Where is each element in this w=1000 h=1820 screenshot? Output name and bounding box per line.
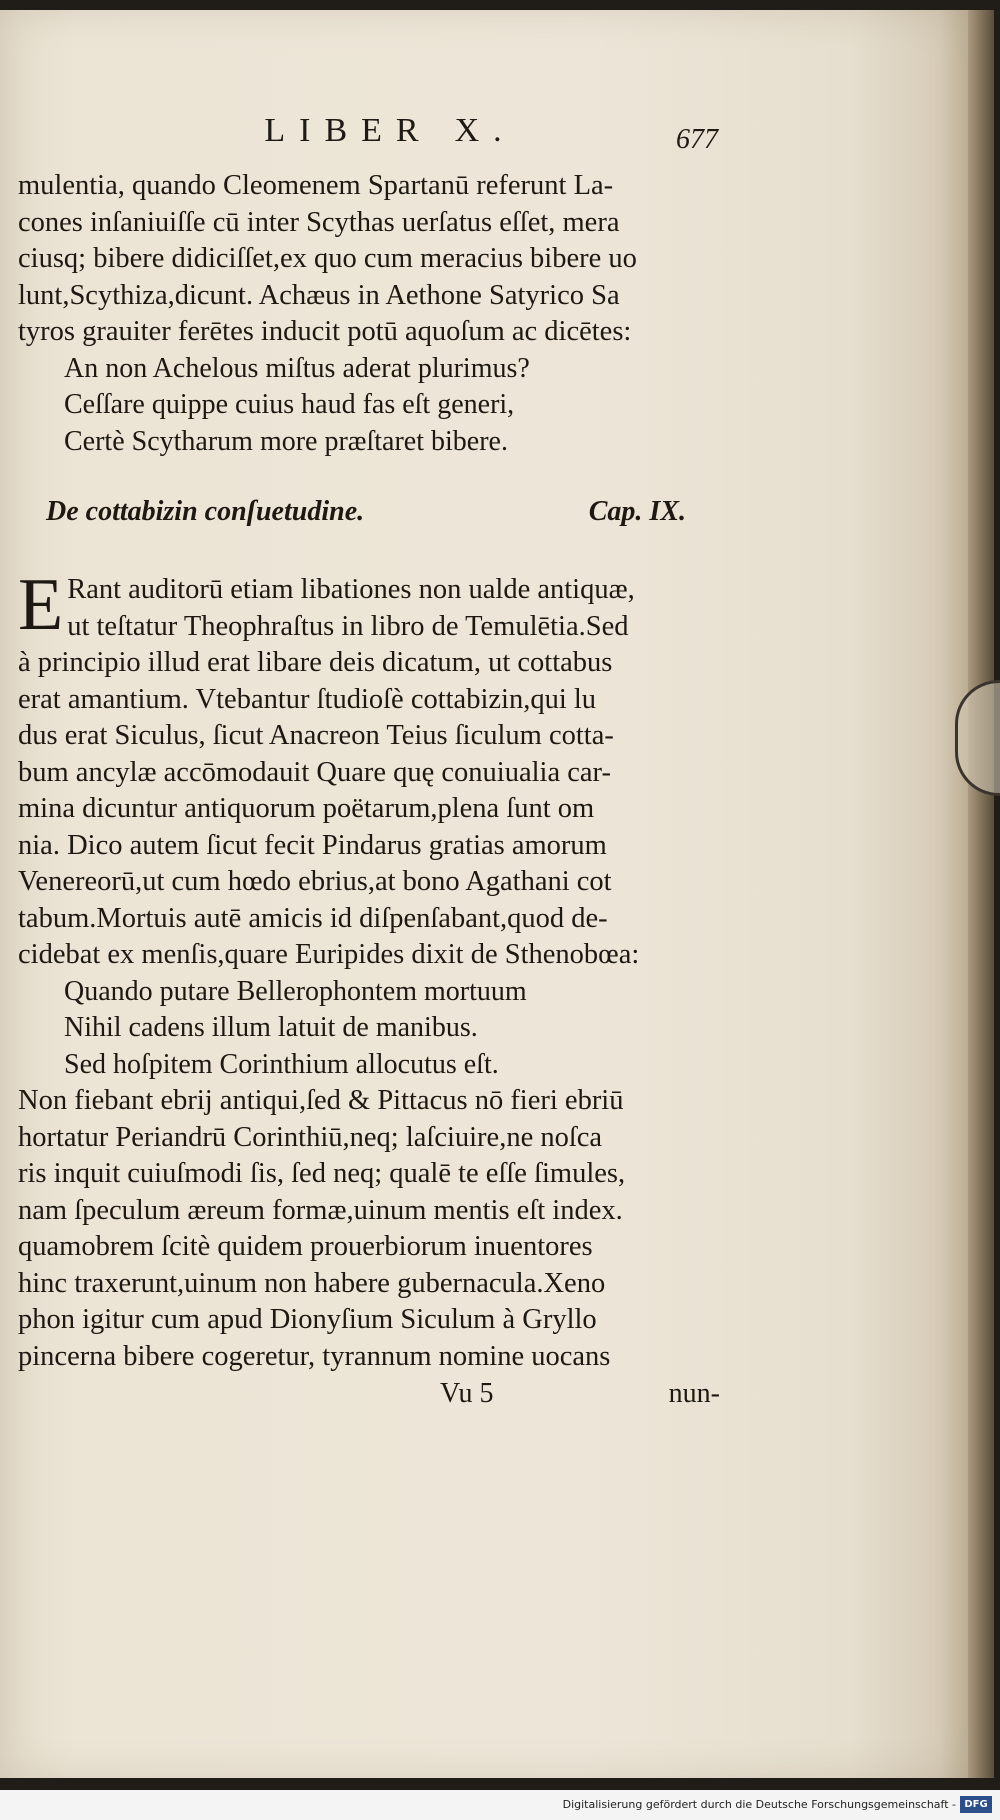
text-line: ut teſtatur Theophraſtus in libro de Temulētia.Sed bbox=[67, 610, 629, 642]
text-line: nam ſpeculum æreum formæ,uinum mentis eſt index. bbox=[18, 1194, 623, 1226]
running-head-letter: E bbox=[361, 112, 396, 149]
catchword: nun- bbox=[668, 1378, 720, 1409]
verse-line: Certè Scytharum more præſtaret bibere. bbox=[64, 425, 508, 457]
chapter-body bbox=[18, 564, 730, 1375]
text-line: ciusq; bibere didiciſſet,ex quo cum meracius bibere uo bbox=[18, 243, 637, 274]
verse-quote bbox=[18, 974, 730, 1084]
running-head-letter: X. bbox=[454, 112, 516, 149]
text-line: Venereorū,ut cum hœdo ebrius,at bono Agathani cot bbox=[18, 866, 612, 897]
text-line: nia. Dico autem ſicut fecit Pindarus gratias amorum bbox=[18, 829, 607, 861]
text-line: Rant auditorū etiam libationes non ualde antiquæ, bbox=[67, 574, 635, 605]
text-line: tabum.Mortuis autē amicis id diſpenſabant,quod de- bbox=[18, 902, 608, 934]
verse-line: Ceſſare quippe cuius haud fas eſt generi, bbox=[64, 389, 515, 420]
text-line: lunt,Scythiza,dicunt. Achæus in Aethone Satyrico Sa bbox=[18, 279, 620, 311]
verse-quote bbox=[18, 351, 730, 461]
running-head-letter: R bbox=[395, 112, 433, 149]
text-line: cones inſaniuiſſe cū inter Scythas uerſatus eſſet, mera bbox=[18, 206, 620, 238]
chapter-title: De cottabizin conſuetudine. bbox=[46, 496, 365, 527]
text-line: mulentia, quando Cleomenem Spartanū referunt La- bbox=[18, 170, 614, 201]
verse-line: Sed hoſpitem Corinthium allocutus eſt. bbox=[64, 1048, 499, 1080]
text-line: Non fiebant ebrij antiqui,ſed & Pittacus nō fieri ebriū bbox=[18, 1085, 624, 1116]
chapter-number: Cap. IX. bbox=[588, 496, 686, 527]
text-line: dus erat Siculus, ſicut Anacreon Teius ſiculum cotta- bbox=[18, 720, 614, 751]
verse-line: An non Achelous miſtus aderat plurimus? bbox=[64, 352, 530, 384]
text-line: phon igitur cum apud Dionyſium Siculum à Gryllo bbox=[18, 1304, 597, 1335]
text-line: mina dicuntur antiquorum poëtarum,plena ſunt om bbox=[18, 793, 595, 824]
catchword-line bbox=[440, 1378, 720, 1410]
text-line: tyros grauiter ferētes inducit potū aquoſum ac dicētes: bbox=[18, 316, 632, 347]
text-line: hortatur Periandrū Corinthiū,neq; laſciuire,ne noſca bbox=[18, 1121, 603, 1153]
text-line: pincerna bibere cogeretur, tyrannum nomine uocans bbox=[18, 1340, 611, 1372]
dfg-logo: DFG bbox=[960, 1796, 992, 1813]
text-line: bum ancylæ accōmodauit Quare quę conuiualia car- bbox=[18, 756, 611, 788]
running-head bbox=[40, 112, 740, 150]
page-number: 677 bbox=[676, 124, 718, 155]
signature-mark: Vu 5 bbox=[440, 1378, 494, 1409]
top-paragraph bbox=[18, 168, 730, 460]
text-line: erat amantium. Vtebantur ſtudioſè cottabizin,qui lu bbox=[18, 683, 597, 715]
running-head-letter: L bbox=[264, 112, 300, 149]
chapter-heading bbox=[46, 496, 686, 528]
page-edge bbox=[968, 10, 994, 1778]
running-head-letter: I bbox=[299, 112, 325, 149]
verse-line: Nihil cadens illum latuit de manibus. bbox=[64, 1012, 478, 1043]
verse-line: Quando putare Bellerophontem mortuum bbox=[64, 975, 527, 1007]
running-head-letter: B bbox=[324, 112, 362, 149]
text-line: hinc traxerunt,uinum non habere gubernacula.Xeno bbox=[18, 1267, 606, 1299]
text-line: quamobrem ſcitè quidem prouerbiorum inuentores bbox=[18, 1231, 593, 1262]
footer-credit: Digitalisierung gefördert durch die Deutsche Forschungsgemeinschaft - bbox=[562, 1798, 956, 1811]
text-line: à principio illud erat libare deis dicatum, ut cottabus bbox=[18, 647, 613, 678]
footer-bar bbox=[0, 1790, 1000, 1820]
text-line: ris inquit cuiuſmodi ſis, ſed neq; qualē te eſſe ſimules, bbox=[18, 1158, 626, 1189]
drop-cap: E bbox=[18, 564, 64, 646]
text-line: cidebat ex menſis,quare Euripides dixit de Sthenobœa: bbox=[18, 939, 640, 970]
